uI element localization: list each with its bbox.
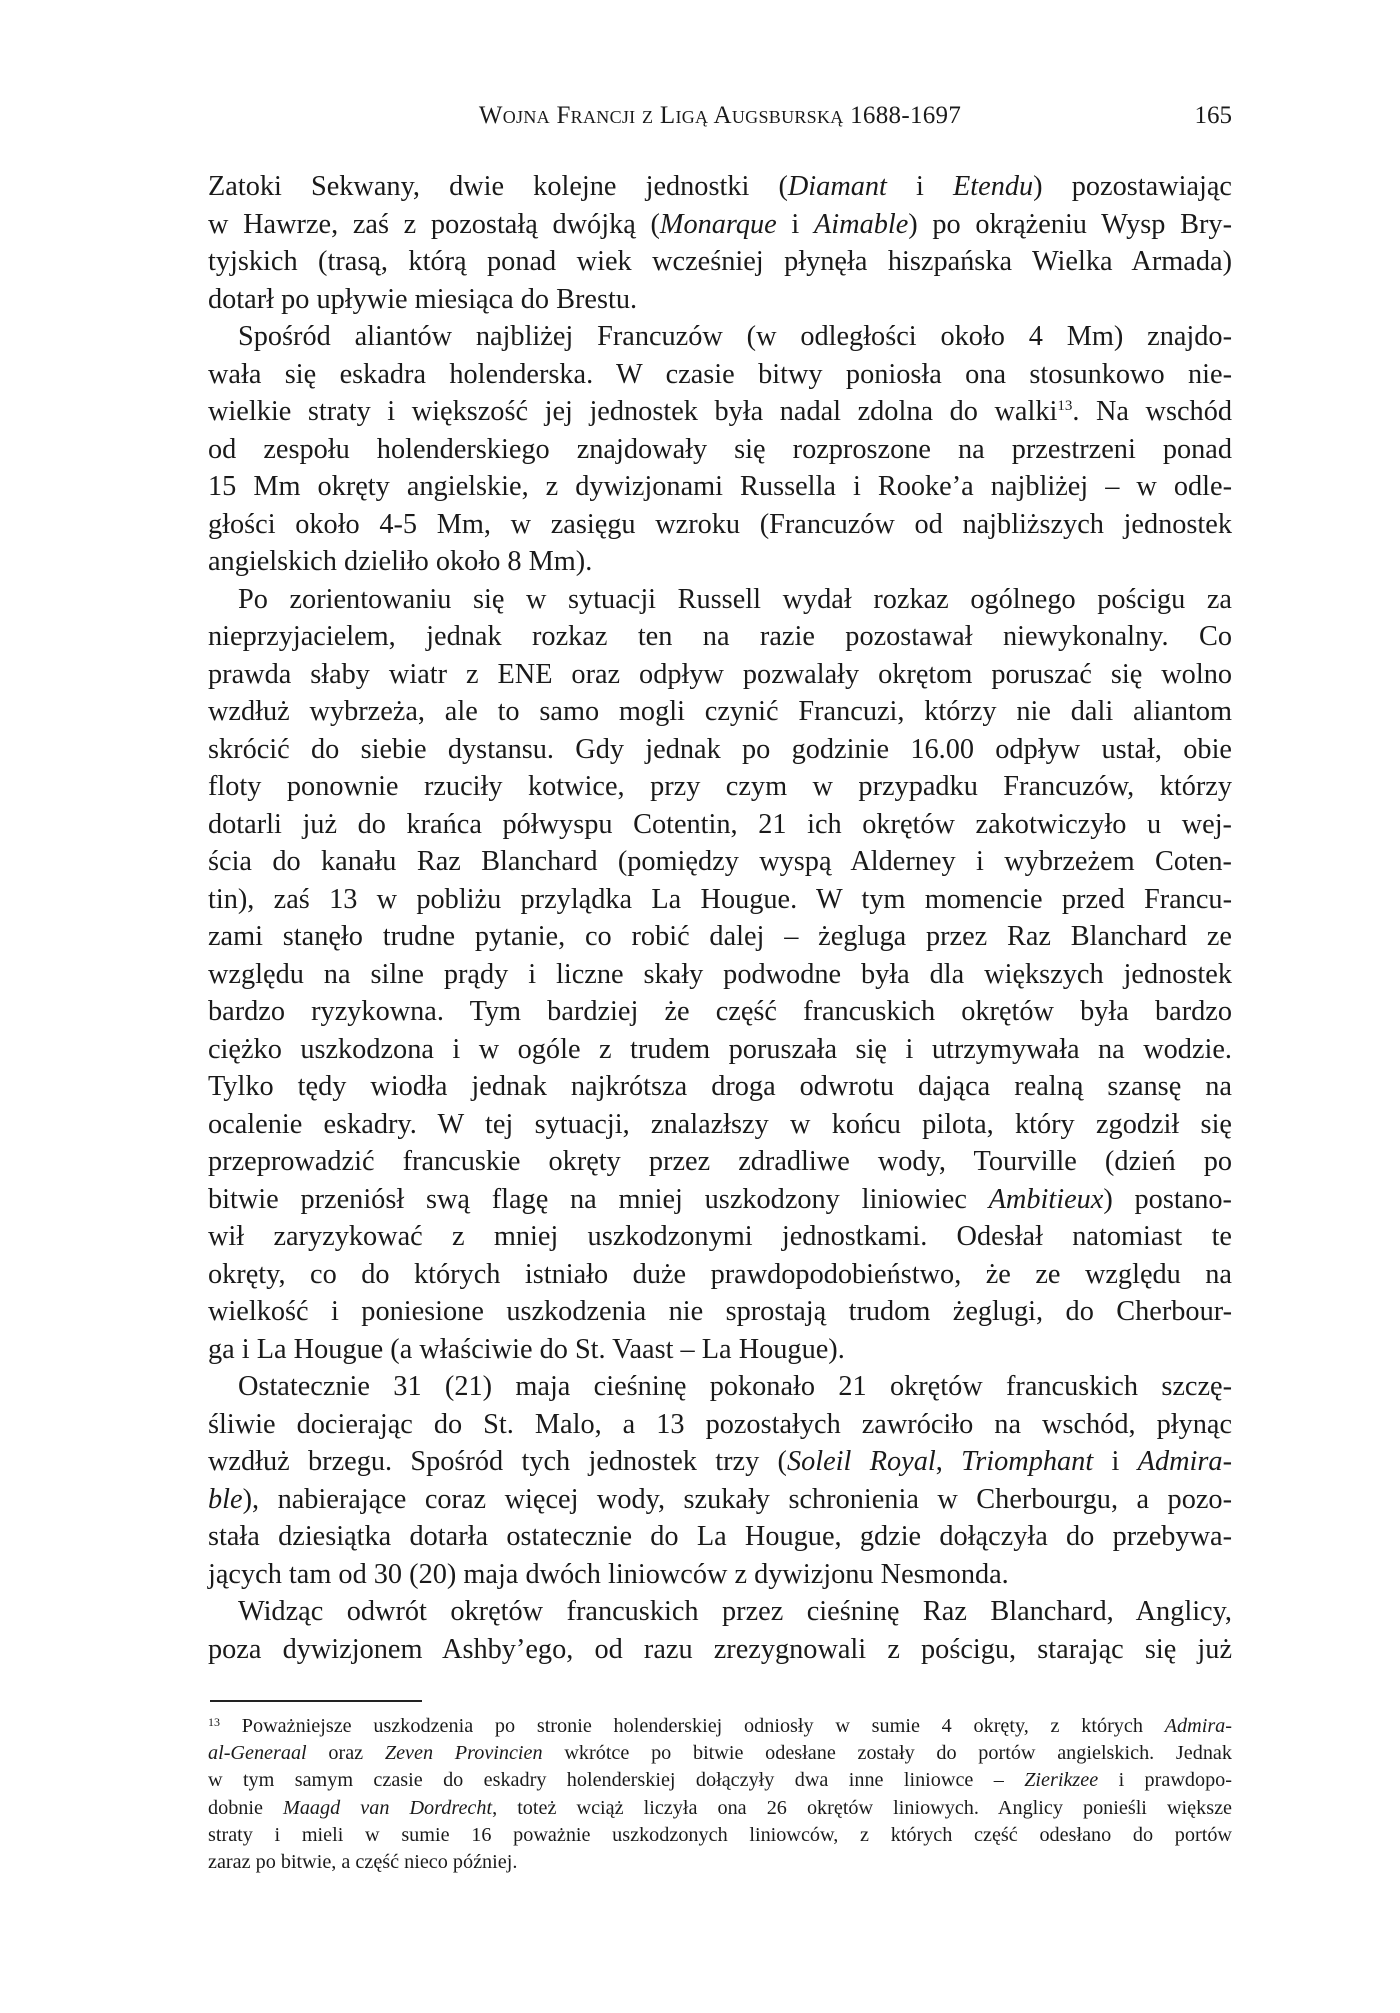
text-run: wił zaryzykować z mniej uszkodzonymi jednostkami. Odesłał natomiast te — [208, 1221, 1232, 1252]
text-line — [208, 1331, 1232, 1368]
text-run: Po zorientowaniu się w sytuacji Russell wydał rozkaz ogólnego pościgu za — [238, 583, 1232, 615]
text-line — [208, 618, 1232, 655]
text-run: prawda słaby wiatr z ENE oraz odpływ pozwalały okrętom poruszać się wolno — [208, 658, 1232, 690]
text-line — [208, 1631, 1232, 1668]
footnote-line — [208, 1713, 1232, 1740]
italic-term: Zeven Provincien — [384, 1742, 543, 1765]
italic-term: Aimable — [813, 208, 909, 240]
text-run: tin), zaś 13 w pobliżu przylądka La Hougue. W tym momencie przed Francu- — [208, 883, 1232, 915]
text-line — [208, 1556, 1232, 1593]
text-line — [208, 1068, 1232, 1105]
text-run: i — [776, 208, 814, 240]
text-run: stała dziesiątka dotarła ostatecznie do La Hougue, gdzie dołączyła do przebywa- — [208, 1521, 1232, 1552]
text-line — [208, 206, 1232, 243]
footnote-reference[interactable]: 13 — [1057, 398, 1073, 414]
text-run: ) po okrążeniu Wysp Bry- — [908, 208, 1233, 240]
text-line — [208, 768, 1232, 805]
text-line — [208, 581, 1232, 618]
text-run: ocalenie eskadry. W tej sytuacji, znalazłszy w końcu pilota, który zgodził się — [208, 1108, 1232, 1140]
text-run: skrócić do siebie dystansu. Gdy jednak po godzinie 16.00 odpływ ustał, obie — [208, 733, 1232, 765]
text-run: poza dywizjonem Ashby’ego, od razu zrezygnowali z pościgu, starając się już — [208, 1633, 1232, 1665]
text-line — [208, 731, 1232, 768]
text-line — [208, 281, 1232, 318]
text-run: straty i mieli w sumie 16 poważnie uszkodzonych liniowców, z których część odesłano do portów — [208, 1823, 1232, 1846]
text-run: śliwie docierając do St. Malo, a 13 pozostałych zawróciło na wschód, płynąc — [208, 1408, 1232, 1440]
text-run: dotarli już do krańca półwyspu Cotentin, 21 ich okrętów zakotwiczyło u wej- — [208, 808, 1232, 840]
italic-term: Etendu — [953, 171, 1034, 202]
text-line — [208, 1143, 1232, 1180]
text-run: ) pozostawiając — [1033, 171, 1232, 202]
text-line — [208, 1481, 1232, 1518]
text-run: i — [886, 171, 954, 202]
text-line — [208, 168, 1232, 205]
text-run: zaraz po bitwie, a część nieco później. — [208, 1851, 518, 1873]
text-line — [208, 1031, 1232, 1068]
text-run: dotarł po upływie miesiąca do Brestu. — [208, 283, 638, 315]
text-run: Spośród aliantów najbliżej Francuzów (w odległości około 4 Mm) znajdo- — [238, 321, 1232, 352]
running-title — [208, 102, 1232, 130]
text-line — [208, 1593, 1232, 1630]
footnote-separator — [210, 1700, 422, 1702]
text-run: względu na silne prądy i liczne skały podwodne była dla większych jednostek — [208, 958, 1232, 990]
text-run: ), nabierające coraz więcej wody, szukały schronienia w Cherbourgu, a pozo- — [242, 1483, 1232, 1515]
running-header — [208, 100, 1232, 136]
text-run: nieprzyjacielem, jednak rozkaz ten na razie pozostawał niewykonalny. Co — [208, 621, 1232, 652]
text-line — [208, 693, 1232, 730]
text-run: Tylko tędy wiodła jednak najkrótsza droga odwrotu dająca realną szansę na — [208, 1071, 1232, 1102]
text-run: i — [1093, 1446, 1138, 1477]
footnote-line — [208, 1849, 1232, 1876]
text-run: bitwie przeniósł swą flagę na mniej uszkodzony liniowiec — [208, 1183, 989, 1215]
text-line — [208, 318, 1232, 355]
text-line — [208, 1443, 1232, 1480]
footnote-line — [208, 1767, 1232, 1794]
text-run: floty ponownie rzuciły kotwice, przy czym w przypadku Francuzów, którzy — [208, 771, 1232, 802]
text-line — [208, 1368, 1232, 1405]
text-run: głości około 4-5 Mm, w zasięgu wzroku (Francuzów od najbliższych jednostek — [208, 508, 1232, 540]
italic-term: Zierikzee — [1024, 1769, 1099, 1792]
italic-term: Admira- — [1137, 1446, 1232, 1477]
text-run: Zatoki Sekwany, dwie kolejne jednostki ( — [208, 171, 788, 202]
italic-term: Maagd van Dordrecht — [283, 1796, 493, 1819]
text-line — [208, 956, 1232, 993]
italic-term: Triomphant — [961, 1446, 1094, 1477]
text-run: Widząc odwrót okrętów francuskich przez cieśninę Raz Blanchard, Anglicy, — [238, 1596, 1232, 1627]
text-run: wzdłuż wybrzeża, ale to samo mogli czynić Francuzi, którzy nie dali aliantom — [208, 696, 1232, 727]
text-run: w tym samym czasie do eskadry holenderskiej dołączyły dwa inne liniowce – — [208, 1769, 1025, 1792]
text-line — [208, 1218, 1232, 1255]
text-run: w Hawrze, zaś z pozostałą dwójką ( — [208, 208, 660, 240]
text-line — [208, 506, 1232, 543]
italic-term: Diamant — [787, 171, 887, 202]
text-run: ścia do kanału Raz Blanchard (pomiędzy wyspą Alderney i wybrzeżem Coten- — [208, 846, 1232, 877]
italic-term: Ambitieux — [988, 1183, 1104, 1215]
page-number: 165 — [1194, 102, 1232, 129]
italic-term: ble — [208, 1483, 243, 1515]
text-run: wielkie straty i większość jej jednostek była nadal zdolna do walki — [208, 396, 1058, 427]
text-line — [208, 656, 1232, 693]
text-run: przeprowadzić francuskie okręty przez zdradliwe wody, Tourville (dzień po — [208, 1146, 1232, 1177]
text-line — [208, 1181, 1232, 1218]
running-title-text: Wojna Francji z Ligą Augsburską 1688-1697 — [478, 102, 962, 129]
text-line — [208, 393, 1232, 430]
text-run: wała się eskadra holenderska. W czasie bitwy poniosła ona stosunkowo nie- — [208, 358, 1232, 390]
italic-term: al-Generaal — [208, 1742, 307, 1765]
text-line — [208, 1256, 1232, 1293]
text-run: ga i La Hougue (a właściwie do St. Vaast – La Hougue). — [208, 1333, 845, 1365]
text-line — [208, 993, 1232, 1030]
text-run: Ostatecznie 31 (21) maja cieśninę pokonało 21 okrętów francuskich szczę- — [238, 1371, 1232, 1402]
text-line — [208, 1406, 1232, 1443]
italic-term: Monarque — [659, 208, 777, 240]
text-run: . Na wschód — [1072, 396, 1233, 427]
text-line — [208, 243, 1232, 280]
text-line — [208, 843, 1232, 880]
text-line — [208, 806, 1232, 843]
footnote-line — [208, 1740, 1232, 1767]
italic-term: Soleil Royal — [786, 1446, 936, 1477]
text-run: angielskich dzieliło około 8 Mm). — [208, 546, 593, 577]
text-line — [208, 468, 1232, 505]
text-line — [208, 918, 1232, 955]
text-run: okręty, co do których istniało duże prawdopodobieństwo, że ze względu na — [208, 1258, 1232, 1290]
text-run: i prawdopo- — [1098, 1769, 1232, 1792]
text-run: zami stanęło trudne pytanie, co robić dalej – żegluga przez Raz Blanchard ze — [208, 921, 1232, 952]
text-line — [208, 356, 1232, 393]
text-run: wkrótce po bitwie odesłane zostały do portów angielskich. Jednak — [542, 1742, 1232, 1765]
text-run: wielkość i poniesione uszkodzenia nie sprostają trudom żeglugi, do Cherbour- — [208, 1296, 1232, 1327]
text-run: od zespołu holenderskiego znajdowały się rozproszone na przestrzeni ponad — [208, 433, 1232, 465]
text-run: tyjskich (trasą, którą ponad wiek wcześniej płynęła hiszpańska Wielka Armada) — [208, 246, 1232, 277]
text-run: , toteż wciąż liczyła ona 26 okrętów liniowych. Anglicy ponieśli większe — [492, 1796, 1232, 1819]
text-run: Poważniejsze uszkodzenia po stronie holenderskiej odniosły w sumie 4 okręty, z których — [220, 1715, 1165, 1737]
text-line — [208, 543, 1232, 580]
text-run: ciężko uszkodzona i w ogóle z trudem poruszała się i utrzymywała na wodzie. — [208, 1033, 1232, 1065]
footnote-line — [208, 1795, 1232, 1822]
text-run: wzdłuż brzegu. Spośród tych jednostek trzy ( — [208, 1446, 787, 1477]
footnote-reference: 13 — [208, 1715, 220, 1729]
text-line — [208, 881, 1232, 918]
text-run: 15 Mm okręty angielskie, z dywizjonami Russella i Rooke’a najbliżej – w odle- — [208, 471, 1232, 502]
text-line — [208, 1518, 1232, 1555]
text-run: ) postano- — [1103, 1183, 1232, 1215]
text-run: , — [935, 1446, 962, 1477]
text-run: bardzo ryzykowna. Tym bardziej że część francuskich okrętów była bardzo — [208, 996, 1232, 1027]
footnote-line — [208, 1822, 1232, 1849]
text-line — [208, 1106, 1232, 1143]
italic-term: Admira- — [1164, 1715, 1232, 1737]
text-run: jących tam od 30 (20) maja dwóch liniowców z dywizjonu Nesmonda. — [208, 1558, 1009, 1590]
text-run: dobnie — [208, 1796, 284, 1819]
text-run: oraz — [306, 1742, 385, 1765]
text-line — [208, 431, 1232, 468]
text-line — [208, 1293, 1232, 1330]
